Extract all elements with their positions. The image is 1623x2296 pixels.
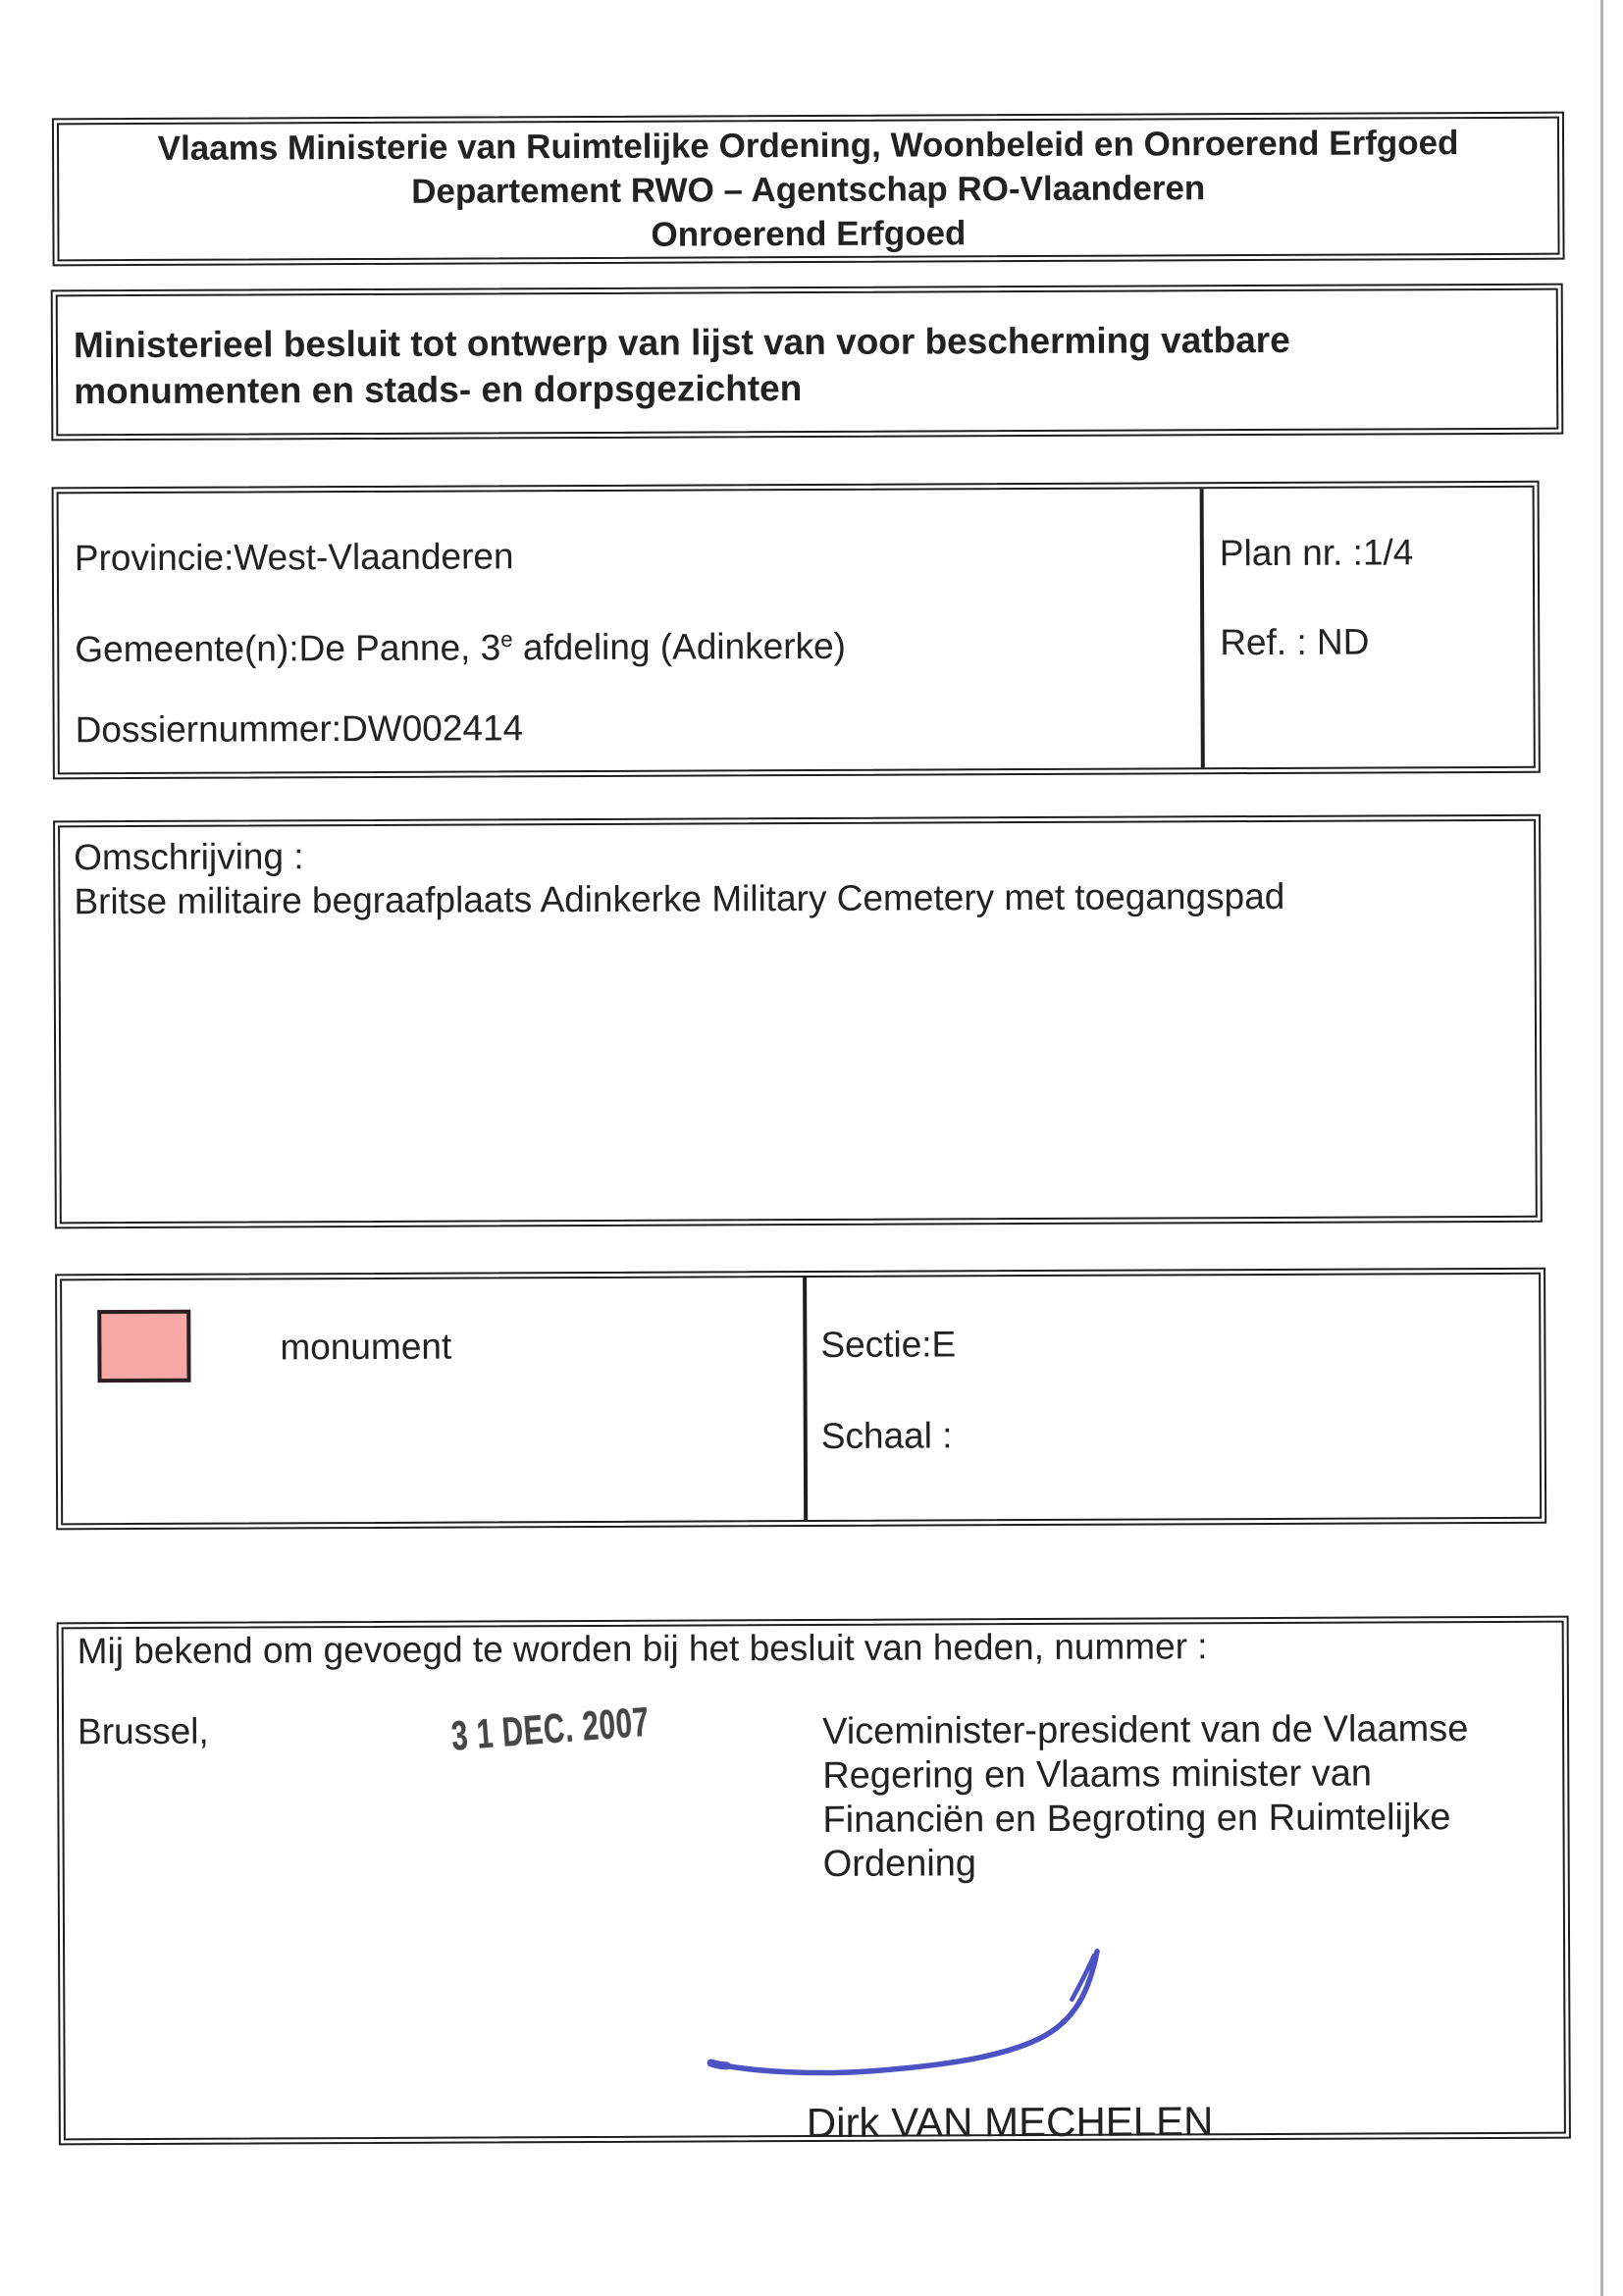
signature-stroke xyxy=(715,1952,1098,2073)
signer-name: Dirk VAN MECHELEN xyxy=(806,2098,1214,2147)
description-box xyxy=(53,814,1543,1229)
agency-line: Onroerend Erfgoed xyxy=(651,214,967,254)
file-details-box xyxy=(52,481,1541,780)
closing-box xyxy=(57,1616,1571,2146)
ministry-header-box xyxy=(52,112,1565,267)
province-field: Provincie:West-Vlaanderen xyxy=(74,536,514,579)
closing-statement: Mij bekend om gevoegd te worden bij het besluit van heden, nummer : xyxy=(77,1626,1208,1672)
legend-column-divider xyxy=(803,1278,808,1520)
department-line: Departement RWO – Agentschap RO-Vlaanderen xyxy=(411,169,1206,211)
monument-color-swatch xyxy=(97,1310,190,1383)
scanner-edge-line xyxy=(1600,0,1603,2296)
decree-title-line-2: monumenten en stads- en dorpsgezichten xyxy=(74,368,803,412)
dossier-number-field: Dossiernummer:DW002414 xyxy=(75,707,524,751)
signature-start-blob xyxy=(711,2062,727,2065)
minister-title-line-1: Viceminister-president van de Vlaamse xyxy=(822,1708,1469,1752)
municipality-prefix: Gemeente(n):De Panne, 3 xyxy=(75,627,501,670)
description-text: Britse militaire begraafplaats Adinkerke Military Cemetery met toegangspad xyxy=(74,875,1285,922)
minister-title-block xyxy=(822,1707,1469,1887)
details-column-divider xyxy=(1200,489,1205,767)
sectie-field: Sectie:E xyxy=(820,1324,957,1365)
municipality-superscript: e xyxy=(500,626,513,652)
signature xyxy=(693,1939,1145,2108)
schaal-field: Schaal : xyxy=(820,1415,953,1456)
municipality-suffix: afdeling (Adinkerke) xyxy=(512,625,847,668)
place-label: Brussel, xyxy=(78,1710,209,1752)
plan-number-field: Plan nr. :1/4 xyxy=(1219,532,1414,574)
description-label: Omschrijving : xyxy=(74,836,304,878)
legend-box xyxy=(55,1268,1546,1531)
ministry-name-line: Vlaams Ministerie van Ruimtelijke Ordening, Woonbeleid en Onroerend Erfgoed xyxy=(157,124,1459,168)
minister-title-line-2: Regering en Vlaams minister van xyxy=(822,1752,1373,1797)
minister-title-line-4: Ordening xyxy=(822,1843,977,1885)
minister-title-line-3: Financiën en Begroting en Ruimtelijke xyxy=(822,1797,1451,1841)
decree-title-line-1: Ministerieel besluit tot ontwerp van lijst van voor bescherming vatbare xyxy=(73,319,1290,366)
municipality-field xyxy=(75,625,847,670)
monument-label: monument xyxy=(280,1326,452,1368)
signature-svg xyxy=(693,1939,1145,2108)
reference-field: Ref. : ND xyxy=(1220,621,1370,663)
date-stamp: 3 1 DEC. 2007 xyxy=(449,1697,652,1759)
decree-title-box xyxy=(51,284,1564,442)
